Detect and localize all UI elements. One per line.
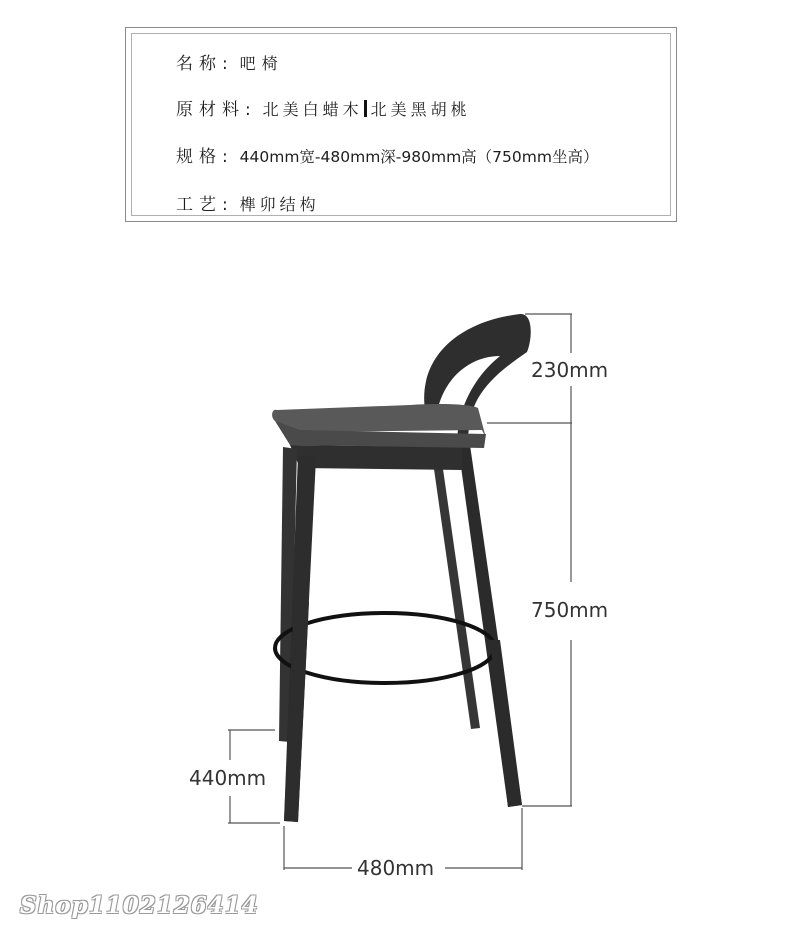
dim-label-seat-height: 750mm <box>531 598 609 622</box>
spec-name-label: 名称: <box>176 54 234 74</box>
spec-craft-label: 工艺: <box>176 195 234 215</box>
dimension-lines <box>228 314 572 870</box>
spec-craft-value: 榫卯结构 <box>239 195 320 214</box>
dim-label-footrest: 440mm <box>189 766 267 790</box>
seat-apron <box>290 445 462 470</box>
rear-right-leg-front <box>490 640 522 807</box>
spec-material-value-1: 北美白蜡木 <box>262 100 363 119</box>
spec-material-label: 原材料: <box>176 100 257 120</box>
spec-size-value: 440mm宽-480mm深-980mm高（750mm坐高） <box>239 148 599 166</box>
spec-name-value: 吧椅 <box>239 54 284 73</box>
spec-size-label: 规格: <box>176 147 234 167</box>
dim-label-depth: 480mm <box>357 856 435 880</box>
spec-material-value-2: 北美黑胡桃 <box>370 100 471 119</box>
dim-label-backrest: 230mm <box>531 358 609 382</box>
backrest <box>424 314 531 452</box>
shop-watermark: Shop1102126414 <box>20 892 259 919</box>
